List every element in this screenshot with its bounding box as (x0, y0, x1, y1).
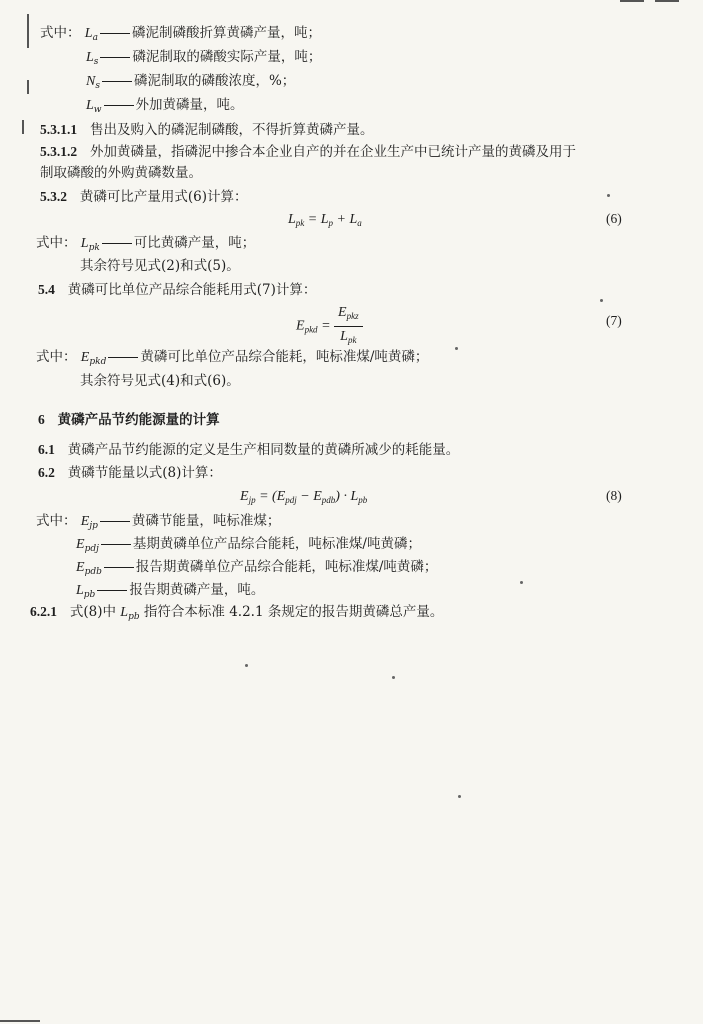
def-line (76, 558, 437, 581)
eq-subscript: jp (248, 495, 256, 505)
def-line (86, 48, 321, 71)
scan-speck (607, 194, 610, 197)
defs-prefix: 式中： (40, 25, 81, 41)
em-dash (102, 243, 132, 244)
eq-subscript: a (357, 218, 362, 228)
fraction-numerator (334, 303, 363, 326)
em-dash (102, 81, 132, 82)
def-line (36, 234, 255, 257)
def-note: 其余符号见式(4)和式(6)。 (80, 373, 240, 389)
symbol-subscript: s (95, 81, 100, 91)
scan-mark (27, 80, 29, 94)
clause-5-3-1-2-cont (40, 164, 202, 182)
eq-operator: = (307, 212, 318, 227)
symbol-subscript: pdb (84, 567, 102, 577)
def-line (86, 72, 295, 95)
eq-operator: − (300, 489, 310, 504)
clause-text: 式(8)中 (69, 604, 116, 620)
clause-number: 5.4 (38, 282, 55, 297)
symbol-subscript: s (93, 57, 99, 67)
clause-5-3-1-1 (40, 121, 374, 139)
symbol-subscript: jp (89, 521, 98, 531)
eq-subscript: pkd (304, 324, 318, 335)
eq-term: L (340, 329, 348, 344)
clause-6-2 (38, 464, 222, 482)
scan-speck (245, 664, 248, 667)
eq-term: E (240, 489, 249, 504)
clause-text: 制取磷酸的外购黄磷数量。 (40, 165, 202, 181)
eq-subscript: pkz (346, 311, 359, 321)
def-text: 外加黄磷量，吨。 (135, 97, 244, 113)
equation-6 (288, 211, 362, 232)
symbol-subscript: pb (83, 590, 96, 600)
fraction (334, 303, 363, 350)
scan-mark (620, 0, 644, 2)
def-text: 磷泥制取的磷酸浓度，%； (133, 73, 296, 89)
clause-text: 黄磷产品节约能源的定义是生产相同数量的黄磷所减少的耗能量。 (67, 442, 460, 458)
clause-text: 黄磷可比产量用式(6)计算： (79, 189, 248, 205)
eq-term: L (350, 489, 359, 504)
equation-8 (240, 488, 367, 509)
eq-paren: ( (272, 489, 277, 504)
em-dash (101, 544, 131, 545)
def-text: 磷泥制取的磷酸实际产量，吨； (132, 49, 322, 65)
def-text: 黄磷节能量，吨标准煤； (131, 513, 281, 529)
scan-mark (655, 0, 679, 2)
clause-text: 黄磷可比单位产品综合能耗用式(7)计算： (67, 282, 317, 298)
eq-paren: ) (335, 489, 340, 504)
clause-6-1 (38, 441, 459, 459)
def-text: 报告期黄磷单位产品综合能耗，吨标准煤/吨黄磷； (135, 559, 438, 575)
eq-subscript: pb (358, 495, 368, 505)
em-dash (100, 33, 130, 34)
eq-subscript: pk (295, 218, 305, 228)
scan-speck (600, 299, 603, 302)
eq-term: E (313, 489, 322, 504)
eq-operator: = (321, 318, 331, 334)
em-dash (100, 521, 130, 522)
symbol: E (80, 350, 90, 365)
clause-5-3-2 (40, 188, 248, 206)
eq-term: E (276, 489, 286, 504)
def-text: 黄磷可比单位产品综合能耗，吨标准煤/吨黄磷； (140, 349, 429, 365)
fraction-denominator (336, 327, 360, 350)
section-number: 6 (38, 412, 45, 427)
symbol: L (76, 583, 84, 598)
clause-text: 黄磷节能量以式(8)计算： (67, 465, 222, 481)
scan-speck (458, 795, 461, 798)
section-6-heading (38, 411, 220, 429)
equation-7 (296, 303, 363, 350)
clause-5-4 (38, 281, 316, 299)
def-text: 报告期黄磷产量，吨。 (129, 582, 265, 598)
defs-prefix: 式中： (36, 349, 77, 365)
clause-number: 5.3.1.1 (40, 122, 78, 137)
defs-prefix: 式中： (36, 235, 77, 251)
symbol-subscript: pdj (84, 544, 99, 554)
symbol: E (80, 514, 90, 529)
equation-number: (7) (606, 313, 622, 328)
scan-mark (27, 14, 29, 48)
clause-number: 5.3.2 (40, 189, 67, 204)
symbol-subscript: w (93, 105, 102, 115)
def-line (36, 348, 428, 371)
def-note: 其余符号见式(2)和式(5)。 (80, 258, 240, 274)
em-dash (104, 567, 134, 568)
symbol: L (84, 26, 93, 41)
scan-speck (520, 581, 523, 584)
em-dash (104, 105, 134, 106)
eq-term: E (296, 318, 305, 334)
clause-5-3-1-2 (40, 143, 576, 161)
eq-operator: · (343, 489, 347, 504)
scan-speck (455, 347, 458, 350)
def-line (86, 96, 244, 119)
eq-term: L (349, 212, 358, 227)
symbol: L (80, 236, 89, 251)
equation-number: (8) (606, 488, 622, 503)
em-dash (97, 590, 127, 591)
symbol: L (86, 98, 94, 113)
def-line (76, 581, 264, 604)
em-dash (100, 57, 130, 58)
def-line (36, 512, 280, 535)
eq-subscript: pk (347, 335, 357, 345)
eq-term: L (288, 212, 296, 227)
symbol-subscript: pkd (89, 357, 107, 367)
section-title: 黄磷产品节约能源量的计算 (57, 412, 220, 428)
symbol-subscript: pb (128, 612, 140, 622)
eq-term: L (320, 212, 329, 227)
eq-operator: + (336, 212, 346, 227)
clause-text: 售出及购入的磷泥制磷酸，不得折算黄磷产量。 (90, 122, 374, 138)
def-text: 磷泥制磷酸折算黄磷产量，吨； (131, 25, 321, 41)
def-line (40, 24, 321, 47)
clause-number: 6.2.1 (30, 604, 57, 619)
symbol: L (120, 605, 129, 620)
defs-prefix: 式中： (36, 513, 77, 529)
scan-mark (0, 1020, 40, 1022)
equation-number: (6) (606, 211, 622, 226)
eq-subscript: pdb (321, 495, 336, 505)
symbol: E (76, 537, 85, 552)
clause-number: 5.3.1.2 (40, 144, 78, 159)
clause-text: 外加黄磷量，指磷泥中掺合本企业自产的并在企业生产中已统计产量的黄磷及用于 (90, 144, 576, 160)
scan-mark (22, 120, 24, 134)
symbol: E (76, 560, 85, 575)
symbol: L (86, 50, 94, 65)
eq-subscript: p (328, 218, 334, 228)
symbol-subscript: a (92, 33, 98, 43)
eq-subscript: pdj (285, 495, 297, 505)
symbol: N (86, 74, 96, 89)
def-line (76, 535, 421, 558)
eq-term: E (338, 305, 347, 320)
clause-6-2-1 (30, 603, 443, 626)
clause-number: 6.2 (38, 465, 55, 480)
def-text: 基期黄磷单位产品综合能耗，吨标准煤/吨黄磷； (132, 536, 421, 552)
clause-number: 6.1 (38, 442, 55, 457)
symbol-subscript: pk (88, 243, 100, 253)
def-text: 可比黄磷产量，吨； (133, 235, 256, 251)
clause-text: 指符合本标准 4.2.1 条规定的报告期黄磷总产量。 (143, 604, 444, 620)
scan-speck (392, 676, 395, 679)
em-dash (108, 357, 138, 358)
eq-operator: = (259, 489, 269, 504)
